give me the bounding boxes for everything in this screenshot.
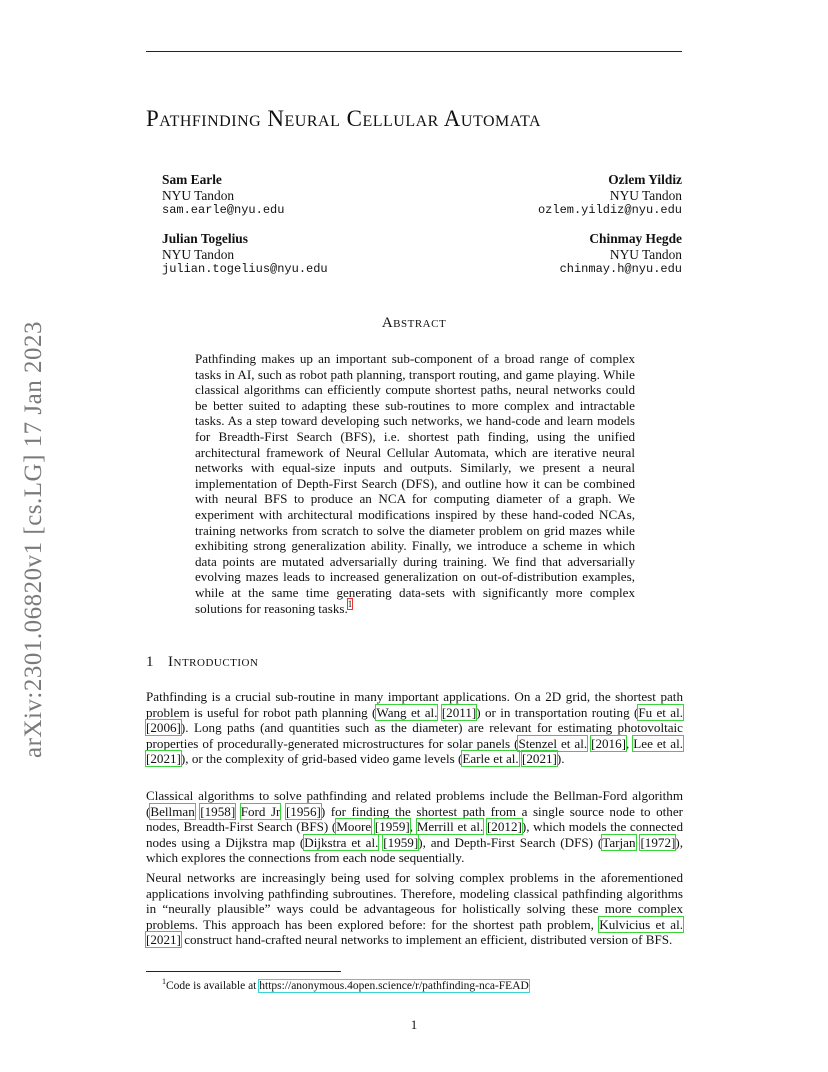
arxiv-identifier: arXiv:2301.06820v1 [cs.LG] 17 Jan 2023 xyxy=(20,321,47,758)
citation-link[interactable]: [2021] xyxy=(146,751,181,767)
footnote-link[interactable]: 1 xyxy=(347,599,353,610)
citation-link[interactable]: Kulvicius et al. xyxy=(599,916,683,932)
citation-link[interactable]: [2011] xyxy=(441,704,477,720)
author-name: Chinmay Hegde xyxy=(589,231,682,246)
paragraph-text: ), or the complexity of grid-based video game levels ( xyxy=(180,751,463,767)
code-url-link[interactable]: https://anonymous.4open.science/r/pathfinding-nca-FEAD xyxy=(259,979,529,992)
author-email[interactable]: sam.earle@nyu.edu xyxy=(162,203,285,217)
citation-link[interactable]: [1956] xyxy=(285,803,321,819)
top-rule xyxy=(146,51,682,52)
citation-link[interactable]: [2012] xyxy=(486,819,522,835)
author-email[interactable]: julian.togelius@nyu.edu xyxy=(162,262,328,276)
intro-paragraph-3 xyxy=(146,870,683,948)
citation-link[interactable]: Lee et al. xyxy=(633,735,684,751)
citation-link[interactable]: [1958] xyxy=(200,803,236,819)
abstract-heading: Abstract xyxy=(381,315,447,331)
author-block xyxy=(162,231,328,278)
author-block xyxy=(560,231,682,278)
paper-title: Pathfinding Neural Cellular Automata xyxy=(146,106,542,131)
intro-paragraph-2 xyxy=(146,788,683,866)
citation-link[interactable]: Wang et al. xyxy=(376,704,438,720)
citation-link[interactable]: Tarjan xyxy=(602,834,636,850)
citation-link[interactable]: [2016] xyxy=(591,735,627,751)
citation-link[interactable]: [1959] xyxy=(374,819,410,835)
paragraph-text: ) for finding the shortest path from a single source node to other nodes, Breadth-First Search (BFS) ( xyxy=(146,803,683,835)
citation-link[interactable]: Stenzel et al. xyxy=(518,735,588,751)
citation-link[interactable]: Dijkstra et al. xyxy=(304,834,379,850)
footnote-text: Code is available at xyxy=(166,979,260,992)
author-affiliation: NYU Tandon xyxy=(609,187,682,203)
citation-link[interactable]: Earle et al. xyxy=(462,751,519,767)
page-number: 1 xyxy=(410,1017,418,1032)
author-block xyxy=(162,172,284,219)
paragraph-text xyxy=(235,804,241,819)
citation-link[interactable]: [2006] xyxy=(146,720,181,736)
abstract-text: Pathfinding makes up an important sub-component of a broad range of complex tasks in AI, such as robot path planning, transport routing, and game playing. While classical algorithms can efficiently compute shortest paths, neural networks could be better suited to adapting these sub-routines to more complex and intractable tasks. As a step toward developing such networks, we hand-code and learn models for Breadth-First Search (BFS), i.e. shortest path finding, using the unified architectural framework of Neural Cellular Automata, which are iterative neural networks with equal-size inputs and outputs. Similarly, we present a neural implementation of Depth-First Search (DFS), and outline how it can be combined with neural BFS to produce an NCA for computing diameter of a graph. We experiment with architectural modifications inspired by these hand-coded NCAs, training networks from scratch to solve the diameter problem on grid mazes while exhibiting strong generalization ability. Finally, we introduce a scheme in which data points are mutated adversarially during training. We find that adversarially evolving mazes leads to increased generalization on out-of-distribution examples, while at the same time generating data-sets with significantly more complex solutions for reasoning tasks. xyxy=(195,351,635,616)
intro-paragraph-1 xyxy=(146,689,683,767)
author-affiliation: NYU Tandon xyxy=(162,187,235,203)
author-name: Sam Earle xyxy=(162,172,222,187)
section-title: Introduction xyxy=(168,654,259,670)
section-heading xyxy=(146,654,258,671)
citation-link[interactable]: [1959] xyxy=(383,834,419,850)
paragraph-text: Pathfinding is a crucial sub-routine in many important applications. On a 2D grid, the shortest path problem is useful for robot path planning ( xyxy=(146,689,683,720)
paragraph-text: ). xyxy=(556,751,565,767)
citation-link[interactable]: [2021] xyxy=(521,751,557,767)
footnote-rule xyxy=(146,971,341,972)
paragraph-text: Classical algorithms to solve pathfinding and related problems include the Bellman-Ford algorithm ( xyxy=(146,788,683,819)
author-name: Ozlem Yildiz xyxy=(608,172,682,187)
author-block xyxy=(538,172,682,219)
citation-link[interactable]: [1972] xyxy=(640,834,676,850)
author-affiliation: NYU Tandon xyxy=(162,246,235,262)
citation-link[interactable]: Merrill et al. xyxy=(416,819,484,835)
paragraph-text: ). Long paths (and quantities such as the diameter) are relevant for estimating photovoltaic properties of procedurally-generated microstructures for solar panels ( xyxy=(146,720,683,751)
citation-link[interactable]: Fu et al. xyxy=(638,704,683,720)
author-email[interactable]: ozlem.yildiz@nyu.edu xyxy=(537,203,682,217)
paragraph-text: ) or in transportation routing ( xyxy=(476,704,639,720)
paragraph-text: , xyxy=(409,819,417,835)
paragraph-text: ), which explores the connections from each node sequentially. xyxy=(146,834,683,866)
citation-link[interactable]: Bellman xyxy=(150,803,195,819)
paragraph-text: construct hand-crafted neural networks to implement an efficient, distributed version of BFS. xyxy=(180,932,673,948)
abstract-body xyxy=(195,351,635,616)
paragraph-text: Neural networks are increasingly being used for solving complex problems in the aforementioned applications involving pathfinding subroutines. Therefore, modeling classical pathfinding algorithms in “neurally plausible” ways could be advantageous for holistically solving these more complex problems. This approach has been explored before: for the shortest path problem, xyxy=(146,870,683,932)
footnote-number: 1 xyxy=(162,977,166,986)
citation-link[interactable]: Ford Jr xyxy=(240,803,281,819)
citation-link[interactable]: Moore xyxy=(336,819,372,835)
author-name: Julian Togelius xyxy=(162,231,248,246)
section-number: 1 xyxy=(146,654,154,670)
paragraph-text: ), and Depth-First Search (DFS) ( xyxy=(418,834,603,850)
citation-link[interactable]: [2021] xyxy=(146,932,181,948)
footnote xyxy=(162,977,529,992)
paragraph-text: , xyxy=(626,735,634,751)
paragraph-text: ), which models the connected nodes using a Dijkstra map ( xyxy=(146,819,683,850)
author-affiliation: NYU Tandon xyxy=(609,246,682,262)
author-email[interactable]: chinmay.h@nyu.edu xyxy=(559,262,682,276)
